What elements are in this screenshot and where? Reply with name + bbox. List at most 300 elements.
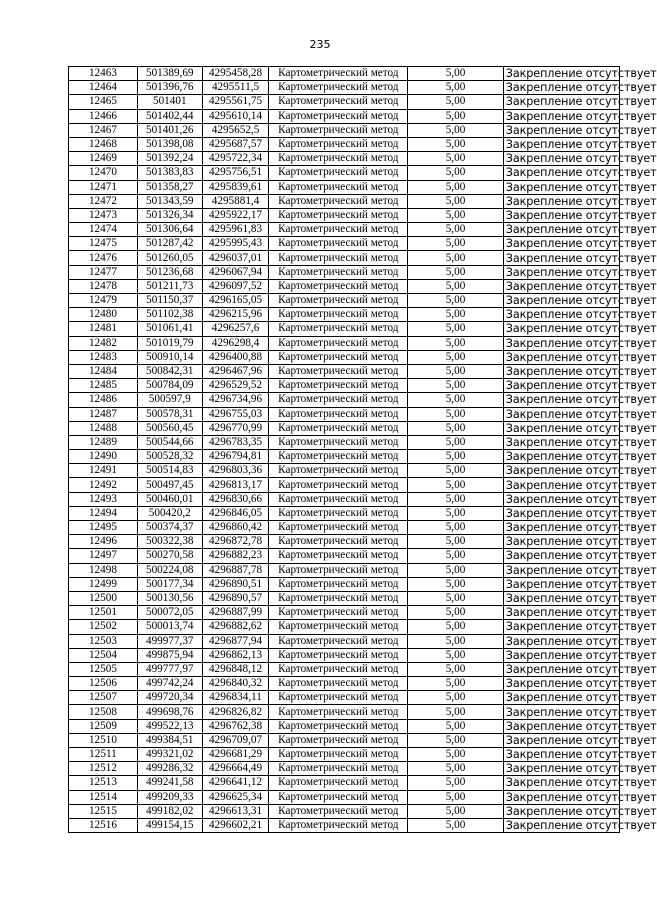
x-coordinate-cell: 501401 bbox=[137, 95, 202, 109]
x-coordinate-cell: 500910,14 bbox=[137, 350, 202, 364]
accuracy-cell: 5,00 bbox=[408, 350, 504, 364]
x-coordinate-cell: 501396,76 bbox=[137, 81, 202, 95]
point-number-cell: 12472 bbox=[69, 194, 138, 208]
point-number-cell: 12516 bbox=[69, 818, 138, 832]
accuracy-cell: 5,00 bbox=[408, 549, 504, 563]
x-coordinate-cell: 500177,34 bbox=[137, 577, 202, 591]
x-coordinate-cell: 501260,05 bbox=[137, 251, 202, 265]
point-number-cell: 12486 bbox=[69, 393, 138, 407]
point-number-cell: 12478 bbox=[69, 279, 138, 293]
x-coordinate-cell: 501402,44 bbox=[137, 109, 202, 123]
y-coordinate-cell: 4295922,17 bbox=[202, 208, 269, 222]
y-coordinate-cell: 4296625,34 bbox=[202, 790, 269, 804]
table-row bbox=[69, 648, 620, 662]
method-cell: Картометрический метод bbox=[269, 450, 408, 464]
point-number-cell: 12496 bbox=[69, 535, 138, 549]
table-row bbox=[69, 620, 620, 634]
table-row bbox=[69, 634, 620, 648]
y-coordinate-cell: 4296882,62 bbox=[202, 620, 269, 634]
method-cell: Картометрический метод bbox=[269, 691, 408, 705]
table-row bbox=[69, 549, 620, 563]
method-cell: Картометрический метод bbox=[269, 790, 408, 804]
marking-description-cell: Закрепление отсутствует bbox=[503, 677, 619, 691]
marking-description-cell: Закрепление отсутствует bbox=[503, 180, 619, 194]
method-cell: Картометрический метод bbox=[269, 478, 408, 492]
y-coordinate-cell: 4296846,05 bbox=[202, 506, 269, 520]
x-coordinate-cell: 500597,9 bbox=[137, 393, 202, 407]
accuracy-cell: 5,00 bbox=[408, 563, 504, 577]
table-row bbox=[69, 464, 620, 478]
method-cell: Картометрический метод bbox=[269, 67, 408, 81]
point-number-cell: 12501 bbox=[69, 606, 138, 620]
y-coordinate-cell: 4296681,29 bbox=[202, 748, 269, 762]
x-coordinate-cell: 499241,58 bbox=[137, 776, 202, 790]
table-row bbox=[69, 350, 620, 364]
marking-description-cell: Закрепление отсутствует bbox=[503, 748, 619, 762]
method-cell: Картометрический метод bbox=[269, 379, 408, 393]
table-row bbox=[69, 123, 620, 137]
marking-description-cell: Закрепление отсутствует bbox=[503, 719, 619, 733]
marking-description-cell: Закрепление отсутствует bbox=[503, 691, 619, 705]
y-coordinate-cell: 4296877,94 bbox=[202, 634, 269, 648]
coordinates-table bbox=[68, 66, 657, 833]
table-row bbox=[69, 294, 620, 308]
method-cell: Картометрический метод bbox=[269, 563, 408, 577]
x-coordinate-cell: 500270,58 bbox=[137, 549, 202, 563]
point-number-cell: 12487 bbox=[69, 407, 138, 421]
point-number-cell: 12514 bbox=[69, 790, 138, 804]
method-cell: Картометрический метод bbox=[269, 677, 408, 691]
table-row bbox=[69, 606, 620, 620]
method-cell: Картометрический метод bbox=[269, 407, 408, 421]
y-coordinate-cell: 4296830,66 bbox=[202, 492, 269, 506]
table-row bbox=[69, 521, 620, 535]
marking-description-cell: Закрепление отсутствует bbox=[503, 790, 619, 804]
accuracy-cell: 5,00 bbox=[408, 336, 504, 350]
table-row bbox=[69, 450, 620, 464]
marking-description-cell: Закрепление отсутствует bbox=[503, 166, 619, 180]
method-cell: Картометрический метод bbox=[269, 705, 408, 719]
y-coordinate-cell: 4295756,51 bbox=[202, 166, 269, 180]
x-coordinate-cell: 500420,2 bbox=[137, 506, 202, 520]
point-number-cell: 12510 bbox=[69, 733, 138, 747]
point-number-cell: 12475 bbox=[69, 237, 138, 251]
accuracy-cell: 5,00 bbox=[408, 648, 504, 662]
method-cell: Картометрический метод bbox=[269, 308, 408, 322]
point-number-cell: 12490 bbox=[69, 450, 138, 464]
marking-description-cell: Закрепление отсутствует bbox=[503, 804, 619, 818]
marking-description-cell: Закрепление отсутствует bbox=[503, 662, 619, 676]
point-number-cell: 12500 bbox=[69, 591, 138, 605]
point-number-cell: 12499 bbox=[69, 577, 138, 591]
point-number-cell: 12503 bbox=[69, 634, 138, 648]
table-row bbox=[69, 591, 620, 605]
y-coordinate-cell: 4296860,42 bbox=[202, 521, 269, 535]
table-row bbox=[69, 691, 620, 705]
marking-description-cell: Закрепление отсутствует bbox=[503, 223, 619, 237]
method-cell: Картометрический метод bbox=[269, 634, 408, 648]
point-number-cell: 12504 bbox=[69, 648, 138, 662]
marking-description-cell: Закрепление отсутствует bbox=[503, 549, 619, 563]
accuracy-cell: 5,00 bbox=[408, 762, 504, 776]
table-row bbox=[69, 308, 620, 322]
y-coordinate-cell: 4295881,4 bbox=[202, 194, 269, 208]
accuracy-cell: 5,00 bbox=[408, 450, 504, 464]
accuracy-cell: 5,00 bbox=[408, 137, 504, 151]
method-cell: Картометрический метод bbox=[269, 662, 408, 676]
y-coordinate-cell: 4295561,75 bbox=[202, 95, 269, 109]
table-row bbox=[69, 137, 620, 151]
point-number-cell: 12498 bbox=[69, 563, 138, 577]
table-row bbox=[69, 748, 620, 762]
marking-description-cell: Закрепление отсутствует bbox=[503, 123, 619, 137]
point-number-cell: 12465 bbox=[69, 95, 138, 109]
page-number: 235 bbox=[309, 38, 331, 51]
table-row bbox=[69, 364, 620, 378]
table-row bbox=[69, 194, 620, 208]
point-number-cell: 12502 bbox=[69, 620, 138, 634]
y-coordinate-cell: 4296770,99 bbox=[202, 421, 269, 435]
accuracy-cell: 5,00 bbox=[408, 464, 504, 478]
y-coordinate-cell: 4296215,96 bbox=[202, 308, 269, 322]
method-cell: Картометрический метод bbox=[269, 464, 408, 478]
method-cell: Картометрический метод bbox=[269, 294, 408, 308]
y-coordinate-cell: 4296882,23 bbox=[202, 549, 269, 563]
accuracy-cell: 5,00 bbox=[408, 81, 504, 95]
accuracy-cell: 5,00 bbox=[408, 166, 504, 180]
x-coordinate-cell: 500514,83 bbox=[137, 464, 202, 478]
marking-description-cell: Закрепление отсутствует bbox=[503, 478, 619, 492]
table-row bbox=[69, 237, 620, 251]
x-coordinate-cell: 500544,66 bbox=[137, 435, 202, 449]
x-coordinate-cell: 499321,02 bbox=[137, 748, 202, 762]
table-row bbox=[69, 733, 620, 747]
method-cell: Картометрический метод bbox=[269, 251, 408, 265]
accuracy-cell: 5,00 bbox=[408, 95, 504, 109]
table-row bbox=[69, 379, 620, 393]
table-row bbox=[69, 577, 620, 591]
y-coordinate-cell: 4296400,88 bbox=[202, 350, 269, 364]
x-coordinate-cell: 501019,79 bbox=[137, 336, 202, 350]
x-coordinate-cell: 501343,59 bbox=[137, 194, 202, 208]
y-coordinate-cell: 4296734,96 bbox=[202, 393, 269, 407]
marking-description-cell: Закрепление отсутствует bbox=[503, 620, 619, 634]
x-coordinate-cell: 501401,26 bbox=[137, 123, 202, 137]
y-coordinate-cell: 4296762,38 bbox=[202, 719, 269, 733]
x-coordinate-cell: 501211,73 bbox=[137, 279, 202, 293]
accuracy-cell: 5,00 bbox=[408, 506, 504, 520]
marking-description-cell: Закрепление отсутствует bbox=[503, 137, 619, 151]
accuracy-cell: 5,00 bbox=[408, 591, 504, 605]
table-row bbox=[69, 251, 620, 265]
method-cell: Картометрический метод bbox=[269, 137, 408, 151]
accuracy-cell: 5,00 bbox=[408, 748, 504, 762]
method-cell: Картометрический метод bbox=[269, 322, 408, 336]
marking-description-cell: Закрепление отсутствует bbox=[503, 421, 619, 435]
accuracy-cell: 5,00 bbox=[408, 379, 504, 393]
marking-description-cell: Закрепление отсутствует bbox=[503, 563, 619, 577]
table-row bbox=[69, 109, 620, 123]
point-number-cell: 12484 bbox=[69, 364, 138, 378]
x-coordinate-cell: 501102,38 bbox=[137, 308, 202, 322]
x-coordinate-cell: 499720,34 bbox=[137, 691, 202, 705]
method-cell: Картометрический метод bbox=[269, 336, 408, 350]
point-number-cell: 12509 bbox=[69, 719, 138, 733]
marking-description-cell: Закрепление отсутствует bbox=[503, 407, 619, 421]
accuracy-cell: 5,00 bbox=[408, 279, 504, 293]
table-row bbox=[69, 435, 620, 449]
x-coordinate-cell: 500460,01 bbox=[137, 492, 202, 506]
y-coordinate-cell: 4296037,01 bbox=[202, 251, 269, 265]
marking-description-cell: Закрепление отсутствует bbox=[503, 379, 619, 393]
marking-description-cell: Закрепление отсутствует bbox=[503, 577, 619, 591]
table-row bbox=[69, 677, 620, 691]
y-coordinate-cell: 4296834,11 bbox=[202, 691, 269, 705]
accuracy-cell: 5,00 bbox=[408, 705, 504, 719]
method-cell: Картометрический метод bbox=[269, 421, 408, 435]
x-coordinate-cell: 500072,05 bbox=[137, 606, 202, 620]
accuracy-cell: 5,00 bbox=[408, 492, 504, 506]
x-coordinate-cell: 499977,37 bbox=[137, 634, 202, 648]
table-row bbox=[69, 265, 620, 279]
method-cell: Картометрический метод bbox=[269, 81, 408, 95]
marking-description-cell: Закрепление отсутствует bbox=[503, 251, 619, 265]
table-row bbox=[69, 208, 620, 222]
method-cell: Картометрический метод bbox=[269, 606, 408, 620]
marking-description-cell: Закрепление отсутствует bbox=[503, 336, 619, 350]
accuracy-cell: 5,00 bbox=[408, 237, 504, 251]
accuracy-cell: 5,00 bbox=[408, 535, 504, 549]
marking-description-cell: Закрепление отсутствует bbox=[503, 265, 619, 279]
method-cell: Картометрический метод bbox=[269, 279, 408, 293]
table-row bbox=[69, 535, 620, 549]
x-coordinate-cell: 501398,08 bbox=[137, 137, 202, 151]
x-coordinate-cell: 501392,24 bbox=[137, 152, 202, 166]
table-row bbox=[69, 662, 620, 676]
x-coordinate-cell: 499154,15 bbox=[137, 818, 202, 832]
table-row bbox=[69, 279, 620, 293]
accuracy-cell: 5,00 bbox=[408, 67, 504, 81]
method-cell: Картометрический метод bbox=[269, 180, 408, 194]
x-coordinate-cell: 500374,37 bbox=[137, 521, 202, 535]
y-coordinate-cell: 4295995,43 bbox=[202, 237, 269, 251]
marking-description-cell: Закрепление отсутствует bbox=[503, 152, 619, 166]
x-coordinate-cell: 501236,68 bbox=[137, 265, 202, 279]
marking-description-cell: Закрепление отсутствует bbox=[503, 350, 619, 364]
x-coordinate-cell: 500784,09 bbox=[137, 379, 202, 393]
table-row bbox=[69, 719, 620, 733]
x-coordinate-cell: 501287,42 bbox=[137, 237, 202, 251]
method-cell: Картометрический метод bbox=[269, 620, 408, 634]
point-number-cell: 12470 bbox=[69, 166, 138, 180]
point-number-cell: 12492 bbox=[69, 478, 138, 492]
y-coordinate-cell: 4296890,57 bbox=[202, 591, 269, 605]
x-coordinate-cell: 499182,02 bbox=[137, 804, 202, 818]
x-coordinate-cell: 500322,38 bbox=[137, 535, 202, 549]
marking-description-cell: Закрепление отсутствует bbox=[503, 535, 619, 549]
accuracy-cell: 5,00 bbox=[408, 606, 504, 620]
y-coordinate-cell: 4296298,4 bbox=[202, 336, 269, 350]
accuracy-cell: 5,00 bbox=[408, 662, 504, 676]
accuracy-cell: 5,00 bbox=[408, 109, 504, 123]
point-number-cell: 12469 bbox=[69, 152, 138, 166]
table-row bbox=[69, 67, 620, 81]
x-coordinate-cell: 501306,64 bbox=[137, 223, 202, 237]
accuracy-cell: 5,00 bbox=[408, 407, 504, 421]
point-number-cell: 12497 bbox=[69, 549, 138, 563]
table-row bbox=[69, 790, 620, 804]
method-cell: Картометрический метод bbox=[269, 506, 408, 520]
marking-description-cell: Закрепление отсутствует bbox=[503, 308, 619, 322]
table-row bbox=[69, 95, 620, 109]
table-row bbox=[69, 81, 620, 95]
marking-description-cell: Закрепление отсутствует bbox=[503, 294, 619, 308]
y-coordinate-cell: 4296887,78 bbox=[202, 563, 269, 577]
x-coordinate-cell: 499209,33 bbox=[137, 790, 202, 804]
accuracy-cell: 5,00 bbox=[408, 421, 504, 435]
method-cell: Картометрический метод bbox=[269, 393, 408, 407]
y-coordinate-cell: 4295961,83 bbox=[202, 223, 269, 237]
accuracy-cell: 5,00 bbox=[408, 521, 504, 535]
point-number-cell: 12494 bbox=[69, 506, 138, 520]
y-coordinate-cell: 4295722,34 bbox=[202, 152, 269, 166]
method-cell: Картометрический метод bbox=[269, 521, 408, 535]
y-coordinate-cell: 4296783,35 bbox=[202, 435, 269, 449]
y-coordinate-cell: 4296664,49 bbox=[202, 762, 269, 776]
point-number-cell: 12468 bbox=[69, 137, 138, 151]
point-number-cell: 12512 bbox=[69, 762, 138, 776]
method-cell: Картометрический метод bbox=[269, 804, 408, 818]
accuracy-cell: 5,00 bbox=[408, 691, 504, 705]
marking-description-cell: Закрепление отсутствует bbox=[503, 279, 619, 293]
point-number-cell: 12491 bbox=[69, 464, 138, 478]
point-number-cell: 12463 bbox=[69, 67, 138, 81]
marking-description-cell: Закрепление отсутствует bbox=[503, 648, 619, 662]
y-coordinate-cell: 4296067,94 bbox=[202, 265, 269, 279]
method-cell: Картометрический метод bbox=[269, 123, 408, 137]
y-coordinate-cell: 4296709,07 bbox=[202, 733, 269, 747]
x-coordinate-cell: 500842,31 bbox=[137, 364, 202, 378]
x-coordinate-cell: 499875,94 bbox=[137, 648, 202, 662]
x-coordinate-cell: 499777,97 bbox=[137, 662, 202, 676]
coordinates-table-body bbox=[69, 67, 657, 833]
point-number-cell: 12480 bbox=[69, 308, 138, 322]
point-number-cell: 12479 bbox=[69, 294, 138, 308]
marking-description-cell: Закрепление отсутствует bbox=[503, 606, 619, 620]
method-cell: Картометрический метод bbox=[269, 194, 408, 208]
table-row bbox=[69, 804, 620, 818]
method-cell: Картометрический метод bbox=[269, 719, 408, 733]
x-coordinate-cell: 501061,41 bbox=[137, 322, 202, 336]
point-number-cell: 12476 bbox=[69, 251, 138, 265]
y-coordinate-cell: 4296613,31 bbox=[202, 804, 269, 818]
y-coordinate-cell: 4295610,14 bbox=[202, 109, 269, 123]
accuracy-cell: 5,00 bbox=[408, 208, 504, 222]
point-number-cell: 12464 bbox=[69, 81, 138, 95]
method-cell: Картометрический метод bbox=[269, 364, 408, 378]
x-coordinate-cell: 500497,45 bbox=[137, 478, 202, 492]
method-cell: Картометрический метод bbox=[269, 818, 408, 832]
point-number-cell: 12466 bbox=[69, 109, 138, 123]
y-coordinate-cell: 4295687,57 bbox=[202, 137, 269, 151]
method-cell: Картометрический метод bbox=[269, 776, 408, 790]
marking-description-cell: Закрепление отсутствует bbox=[503, 450, 619, 464]
accuracy-cell: 5,00 bbox=[408, 733, 504, 747]
marking-description-cell: Закрепление отсутствует bbox=[503, 67, 619, 81]
method-cell: Картометрический метод bbox=[269, 591, 408, 605]
marking-description-cell: Закрепление отсутствует bbox=[503, 81, 619, 95]
y-coordinate-cell: 4296602,21 bbox=[202, 818, 269, 832]
accuracy-cell: 5,00 bbox=[408, 364, 504, 378]
method-cell: Картометрический метод bbox=[269, 535, 408, 549]
y-coordinate-cell: 4296803,36 bbox=[202, 464, 269, 478]
accuracy-cell: 5,00 bbox=[408, 194, 504, 208]
method-cell: Картометрический метод bbox=[269, 95, 408, 109]
y-coordinate-cell: 4296872,78 bbox=[202, 535, 269, 549]
marking-description-cell: Закрепление отсутствует bbox=[503, 776, 619, 790]
x-coordinate-cell: 499698,76 bbox=[137, 705, 202, 719]
table-row bbox=[69, 818, 620, 832]
marking-description-cell: Закрепление отсутствует bbox=[503, 705, 619, 719]
table-row bbox=[69, 563, 620, 577]
point-number-cell: 12488 bbox=[69, 421, 138, 435]
method-cell: Картометрический метод bbox=[269, 648, 408, 662]
method-cell: Картометрический метод bbox=[269, 549, 408, 563]
accuracy-cell: 5,00 bbox=[408, 577, 504, 591]
method-cell: Картометрический метод bbox=[269, 492, 408, 506]
accuracy-cell: 5,00 bbox=[408, 393, 504, 407]
point-number-cell: 12505 bbox=[69, 662, 138, 676]
y-coordinate-cell: 4296165,05 bbox=[202, 294, 269, 308]
y-coordinate-cell: 4295652,5 bbox=[202, 123, 269, 137]
x-coordinate-cell: 500528,32 bbox=[137, 450, 202, 464]
y-coordinate-cell: 4295511,5 bbox=[202, 81, 269, 95]
accuracy-cell: 5,00 bbox=[408, 620, 504, 634]
accuracy-cell: 5,00 bbox=[408, 294, 504, 308]
point-number-cell: 12506 bbox=[69, 677, 138, 691]
x-coordinate-cell: 501389,69 bbox=[137, 67, 202, 81]
marking-description-cell: Закрепление отсутствует bbox=[503, 492, 619, 506]
y-coordinate-cell: 4296755,03 bbox=[202, 407, 269, 421]
table-row bbox=[69, 223, 620, 237]
marking-description-cell: Закрепление отсутствует bbox=[503, 733, 619, 747]
table-row bbox=[69, 421, 620, 435]
method-cell: Картометрический метод bbox=[269, 237, 408, 251]
marking-description-cell: Закрепление отсутствует bbox=[503, 393, 619, 407]
method-cell: Картометрический метод bbox=[269, 265, 408, 279]
point-number-cell: 12477 bbox=[69, 265, 138, 279]
accuracy-cell: 5,00 bbox=[408, 804, 504, 818]
point-number-cell: 12473 bbox=[69, 208, 138, 222]
accuracy-cell: 5,00 bbox=[408, 180, 504, 194]
y-coordinate-cell: 4296794,81 bbox=[202, 450, 269, 464]
x-coordinate-cell: 500560,45 bbox=[137, 421, 202, 435]
y-coordinate-cell: 4296826,82 bbox=[202, 705, 269, 719]
marking-description-cell: Закрепление отсутствует bbox=[503, 237, 619, 251]
x-coordinate-cell: 501150,37 bbox=[137, 294, 202, 308]
x-coordinate-cell: 499286,32 bbox=[137, 762, 202, 776]
method-cell: Картометрический метод bbox=[269, 762, 408, 776]
point-number-cell: 12515 bbox=[69, 804, 138, 818]
table-row bbox=[69, 336, 620, 350]
accuracy-cell: 5,00 bbox=[408, 719, 504, 733]
x-coordinate-cell: 501358,27 bbox=[137, 180, 202, 194]
method-cell: Картометрический метод bbox=[269, 208, 408, 222]
marking-description-cell: Закрепление отсутствует bbox=[503, 208, 619, 222]
x-coordinate-cell: 499522,13 bbox=[137, 719, 202, 733]
point-number-cell: 12513 bbox=[69, 776, 138, 790]
accuracy-cell: 5,00 bbox=[408, 634, 504, 648]
